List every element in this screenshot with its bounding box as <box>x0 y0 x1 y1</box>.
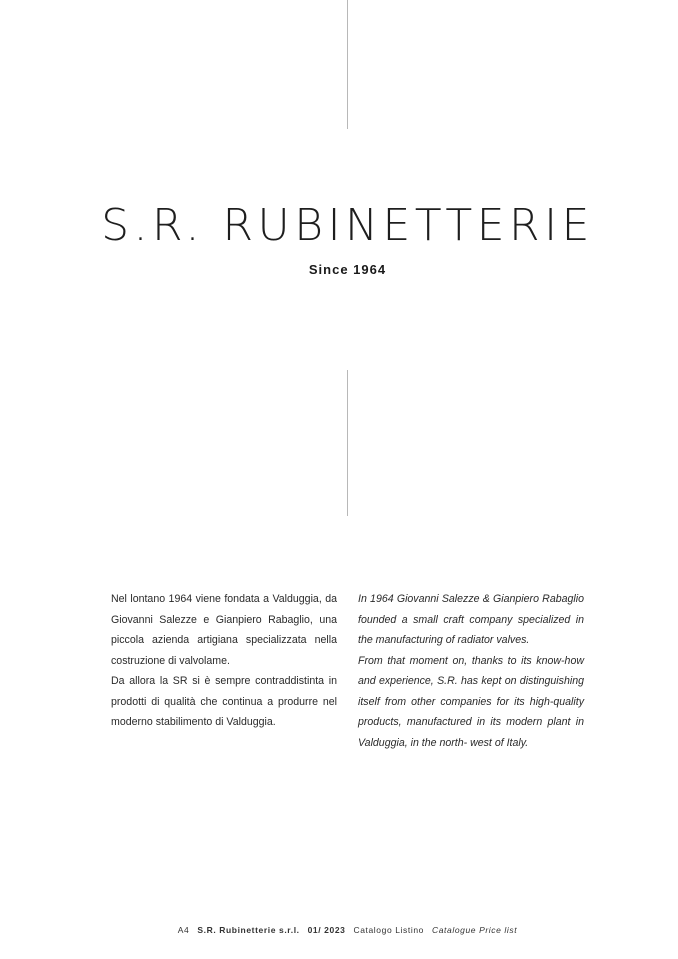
page-footer <box>0 925 678 935</box>
middle-divider-line <box>347 370 348 516</box>
top-divider-line <box>347 0 348 129</box>
footer-date: 01/ 2023 <box>307 925 346 935</box>
italian-paragraph: Nel lontano 1964 viene fondata a Valduggia, da Giovanni Salezze e Gianpiero Rabaglio, una piccola azienda artigiana specializzata nella costruzione di valvolame. <box>111 593 337 667</box>
brand-title: S.R. RUBINETTERIE <box>101 200 594 251</box>
footer-page-format: A4 <box>177 925 190 935</box>
english-text-column <box>358 589 584 753</box>
italian-paragraph: Da allora la SR si è sempre contraddistinta in prodotti di qualità che continua a produrre nel moderno stabilimento di Valduggia. <box>111 675 337 728</box>
english-paragraph: In 1964 Giovanni Salezze & Gianpiero Rabaglio founded a small craft company specialized in the manufacturing of radiator valves. <box>358 593 584 646</box>
since-subtitle: Since 1964 <box>308 262 387 277</box>
english-paragraph: From that moment on, thanks to its know-how and experience, S.R. has kept on distinguishing itself from other companies for its high-quality products, manufactured in its modern plant in Valduggia, in the north- west of Italy. <box>358 654 584 749</box>
footer-catalog-italian: Catalogo Listino <box>353 925 425 935</box>
footer-catalog-english: Catalogue Price list <box>431 925 518 935</box>
footer-company: S.R. Rubinetterie s.r.l. <box>197 925 300 935</box>
italian-text-column <box>111 589 337 733</box>
